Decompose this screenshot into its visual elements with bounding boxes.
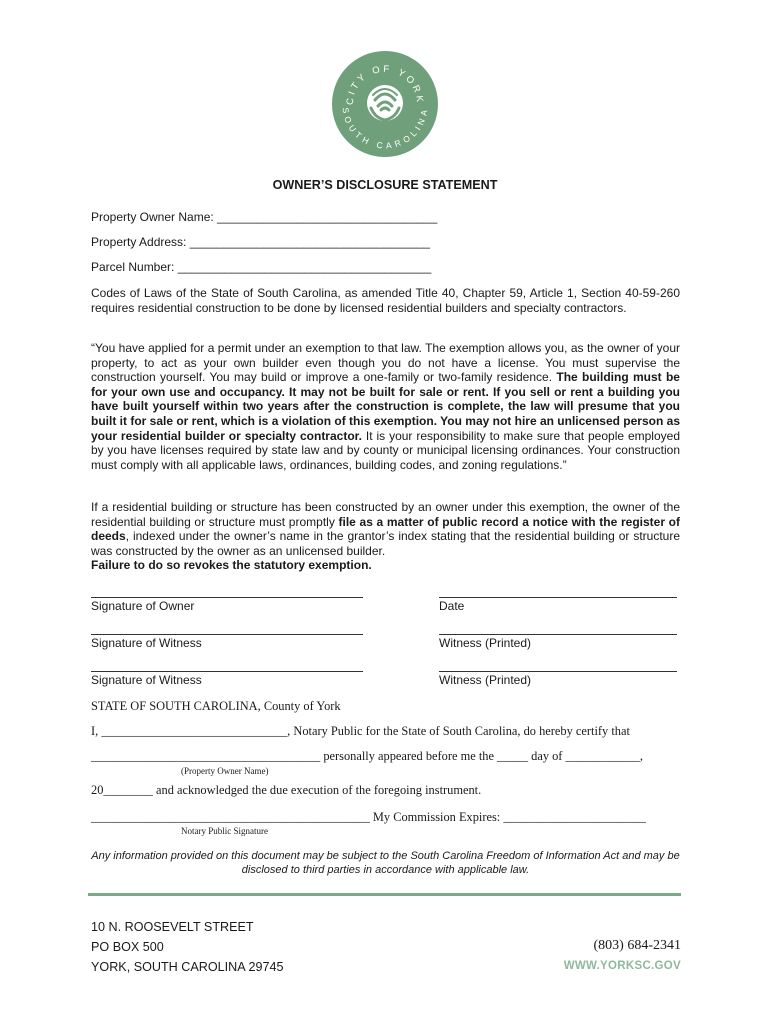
- parcel-number-field[interactable]: Parcel Number: ______________________________________: [91, 260, 432, 274]
- footer-website-link[interactable]: WWW.YORKSC.GOV: [563, 960, 681, 972]
- notary-appeared-line[interactable]: _____________________________________ personally appeared before me the _____ day of ____________,: [91, 749, 643, 763]
- witness2-printed-label: Witness (Printed): [439, 673, 532, 687]
- witness2-printed-line[interactable]: [439, 671, 677, 672]
- property-owner-name-field[interactable]: Property Owner Name: _________________________________: [91, 210, 438, 224]
- exemption-quote-paragraph: [91, 341, 680, 472]
- footer-divider: [88, 893, 681, 896]
- notary-state-line: STATE OF SOUTH CAROLINA, County of York: [91, 699, 341, 713]
- seal-text-top: CITY OF YORK: [344, 63, 426, 106]
- date-line[interactable]: [439, 597, 677, 598]
- date-label: Date: [439, 599, 465, 613]
- notary-signature-caption: Notary Public Signature: [181, 826, 268, 836]
- public-record-paragraph: [91, 500, 680, 573]
- witness2-signature-label: Signature of Witness: [91, 673, 202, 687]
- record-intro-text: If a residential building or structure has been constructed by an owner under this exemption, the owner of the residential building or structure must promptly: [91, 500, 680, 529]
- property-owner-name-caption: (Property Owner Name): [181, 766, 269, 776]
- codes-of-laws-paragraph: Codes of Laws of the State of South Carolina, as amended Title 40, Chapter 59, Article 1, Section 40-59-260 requires residential construction to be done by licensed residential builders and specialty contractors.: [91, 286, 680, 315]
- revocation-warning: Failure to do so revokes the statutory exemption.: [91, 558, 372, 573]
- footer-address-street: 10 N. ROOSEVELT STREET: [91, 920, 254, 934]
- document-title: OWNER’S DISCLOSURE STATEMENT: [272, 178, 498, 192]
- witness1-printed-label: Witness (Printed): [439, 636, 532, 650]
- notary-year-line[interactable]: 20________ and acknowledged the due execution of the foregoing instrument.: [91, 783, 482, 797]
- record-bold-text: file as a matter of public record a notice with the register of deeds: [91, 514, 681, 544]
- property-address-field[interactable]: Property Address: ____________________________________: [91, 235, 430, 249]
- owner-signature-label: Signature of Owner: [91, 599, 195, 613]
- foia-disclaimer: Any information provided on this document may be subject to the South Carolina Freedom of Information Act and may be disclosed to third parties in accordance with applicable law.: [91, 850, 680, 876]
- notary-commission-line[interactable]: _____________________________________________ My Commission Expires: _______________________: [91, 810, 646, 824]
- rose-icon: [367, 85, 403, 121]
- notary-certify-line[interactable]: I, ______________________________, Notary Public for the State of South Carolina, do hereby certify that: [91, 724, 630, 738]
- record-closing-text: , indexed under the owner’s name in the grantor’s index stating that the residential building or structure was constructed by the owner as an unlicensed builder.: [91, 529, 680, 558]
- footer-address: [91, 917, 283, 977]
- city-seal-logo: [331, 50, 439, 158]
- witness1-printed-line[interactable]: [439, 634, 677, 635]
- owner-signature-line[interactable]: [91, 597, 363, 598]
- footer-address-pobox: PO BOX 500: [91, 940, 164, 954]
- seal-text-bottom: SOUTH CAROLINA: [340, 106, 430, 151]
- witness1-signature-label: Signature of Witness: [91, 636, 202, 650]
- witness1-signature-line[interactable]: [91, 634, 363, 635]
- witness2-signature-line[interactable]: [91, 671, 363, 672]
- footer-phone: (803) 684-2341: [593, 938, 681, 953]
- footer-address-city: YORK, SOUTH CAROLINA 29745: [91, 960, 284, 974]
- quote-bold-text: The building must be for your own use and occupancy. It may not be built for sale or rent. If you sell or rent a building you have built yourself within two years after the construction is complete, the law will presume that you built it for sale or rent, which is a violation of this exemption. You may not hire an unlicensed person as your residential builder or specialty contractor.: [91, 370, 680, 443]
- quote-intro-text: “You have applied for a permit under an exemption to that law. The exemption allows you, as the owner of your property, to act as your own builder even though you do not have a license. You must supervise the construction yourself. You may build or improve a one-family or two-family residence.: [91, 341, 680, 385]
- quote-closing-text: It is your responsibility to make sure that people employed by you have licenses required by state law and by county or municipal licensing ordinances. Your construction must comply with all applicable laws, ordinances, building codes, and zoning regulations.”: [91, 428, 680, 472]
